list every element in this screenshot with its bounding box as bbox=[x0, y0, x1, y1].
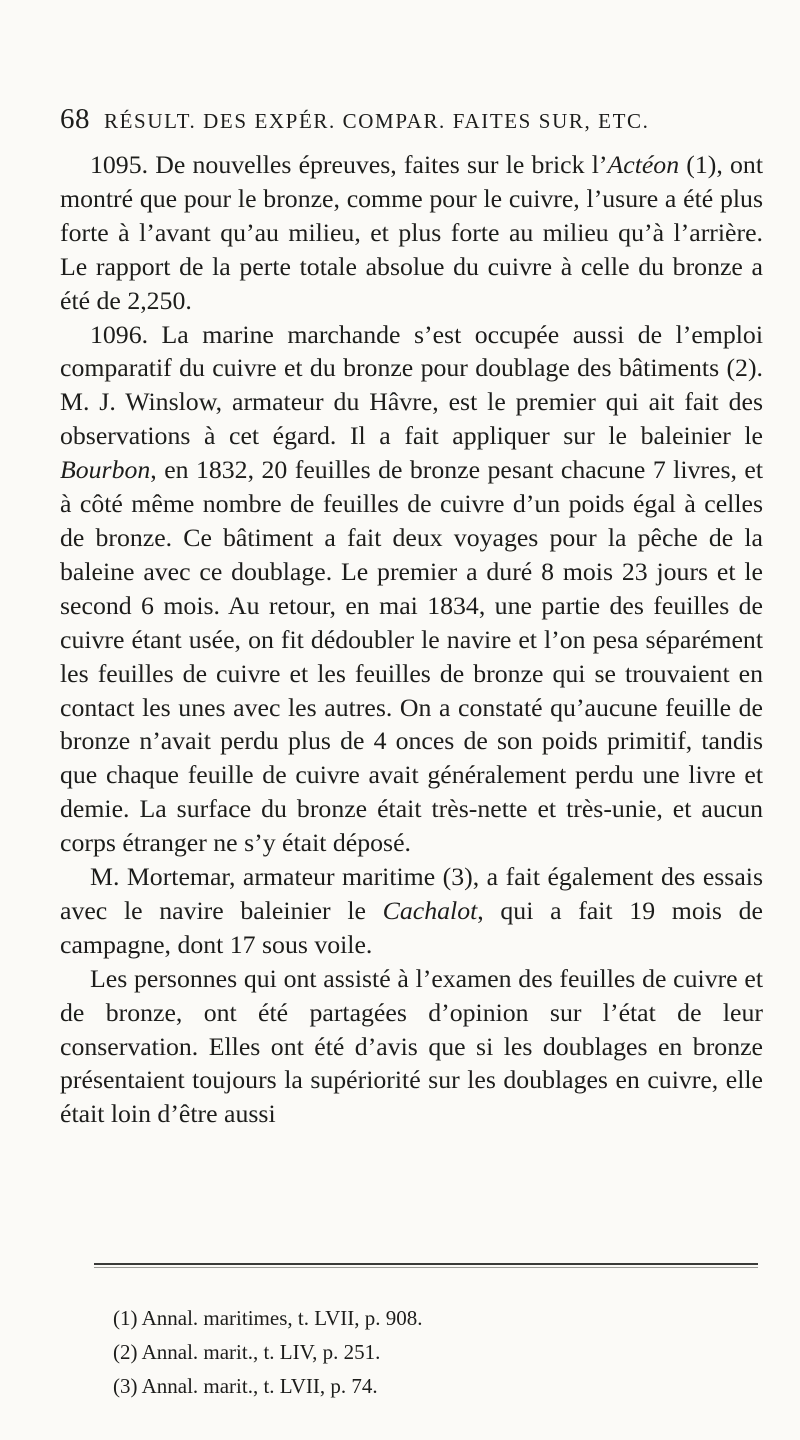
header-title: RÉSULT. DES EXPÉR. COMPAR. FAITES SUR, ETC. bbox=[104, 109, 650, 133]
footnote-1: (1) Annal. maritimes, t. LVII, p. 908. bbox=[113, 1306, 423, 1330]
footnote-separator bbox=[94, 1263, 758, 1265]
paragraph-mortemar bbox=[60, 860, 763, 962]
running-head bbox=[60, 103, 760, 136]
paragraph-examen bbox=[60, 962, 763, 1132]
body-text bbox=[60, 148, 763, 1131]
paragraph-text: La marine marchande s’est occupée aussi de l’emploi comparatif du cuivre et du bronze pour doublage des bâtiments (2). M. J. Winslow, armateur du Hâvre, est le premier qui ait fait des observations à cet égard. Il a fait appliquer sur le baleinier le bbox=[60, 319, 763, 451]
paragraph-text: M. Mortemar, armateur maritime (3), a fait également des essais avec le navire baleinier le bbox=[60, 862, 763, 925]
ship-name: Bourbon bbox=[60, 455, 151, 485]
ship-name: Cachalot bbox=[382, 895, 478, 925]
paragraph-number: 1096. bbox=[90, 319, 149, 349]
paragraph-text: , qui a fait 19 mois de campagne, dont 17 sous voile. bbox=[60, 895, 764, 959]
paragraph-text: (1), ont montré que pour le bronze, comme pour le cuivre, l’usure a été plus forte à l’avant qu’au milieu, et plus forte au milieu qu’à l’arrière. Le rapport de la perte totale absolue du cuivre à celle du bronze a été de 2,250. bbox=[60, 150, 763, 315]
paragraph-text: , en 1832, 20 feuilles de bronze pesant chacune 7 livres, et à côté même nombre de feuilles de cuivre d’un poids égal à celles de bronze. Ce bâtiment a fait deux voyages pour la pêche de la baleine avec ce doublage. Le premier a duré 8 mois 23 jours et le second 6 mois. Au retour, en mai 1834, une partie des feuilles de cuivre étant usée, on fit dédoubler le navire et l’on pesa séparément les feuilles de cuivre et les feuilles de bronze qui se trouvaient en contact les unes avec les autres. On a constaté qu’aucune feuille de bronze n’avait perdu plus de 4 onces de son poids primitif, tandis que chaque feuille de cuivre avait généralement perdu une livre et demie. La surface du bronze était très-nette et très-unie, et aucun corps étranger ne s’y était déposé. bbox=[60, 455, 763, 858]
footnote-3: (3) Annal. marit., t. LVII, p. 74. bbox=[113, 1374, 378, 1398]
paragraph-number: 1095. bbox=[90, 150, 149, 179]
footnotes bbox=[113, 1301, 753, 1403]
paragraph-text: De nouvelles épreuves, faites sur le brick l’ bbox=[148, 150, 608, 179]
footnote-2: (2) Annal. marit., t. LIV, p. 251. bbox=[113, 1340, 381, 1364]
page-number: 68 bbox=[60, 103, 90, 135]
ship-name: Actéon bbox=[607, 150, 680, 179]
paragraph-1095 bbox=[60, 148, 763, 318]
paragraph-1096 bbox=[60, 318, 763, 861]
paragraph-text: Les personnes qui ont assisté à l’examen des feuilles de cuivre et de bronze, ont été partagées d’opinion sur l’état de leur conservation. Elles ont été d’avis que si les doublages en bronze présentaient toujours la supériorité sur les doublages en cuivre, elle était loin d’être aussi bbox=[60, 963, 763, 1129]
